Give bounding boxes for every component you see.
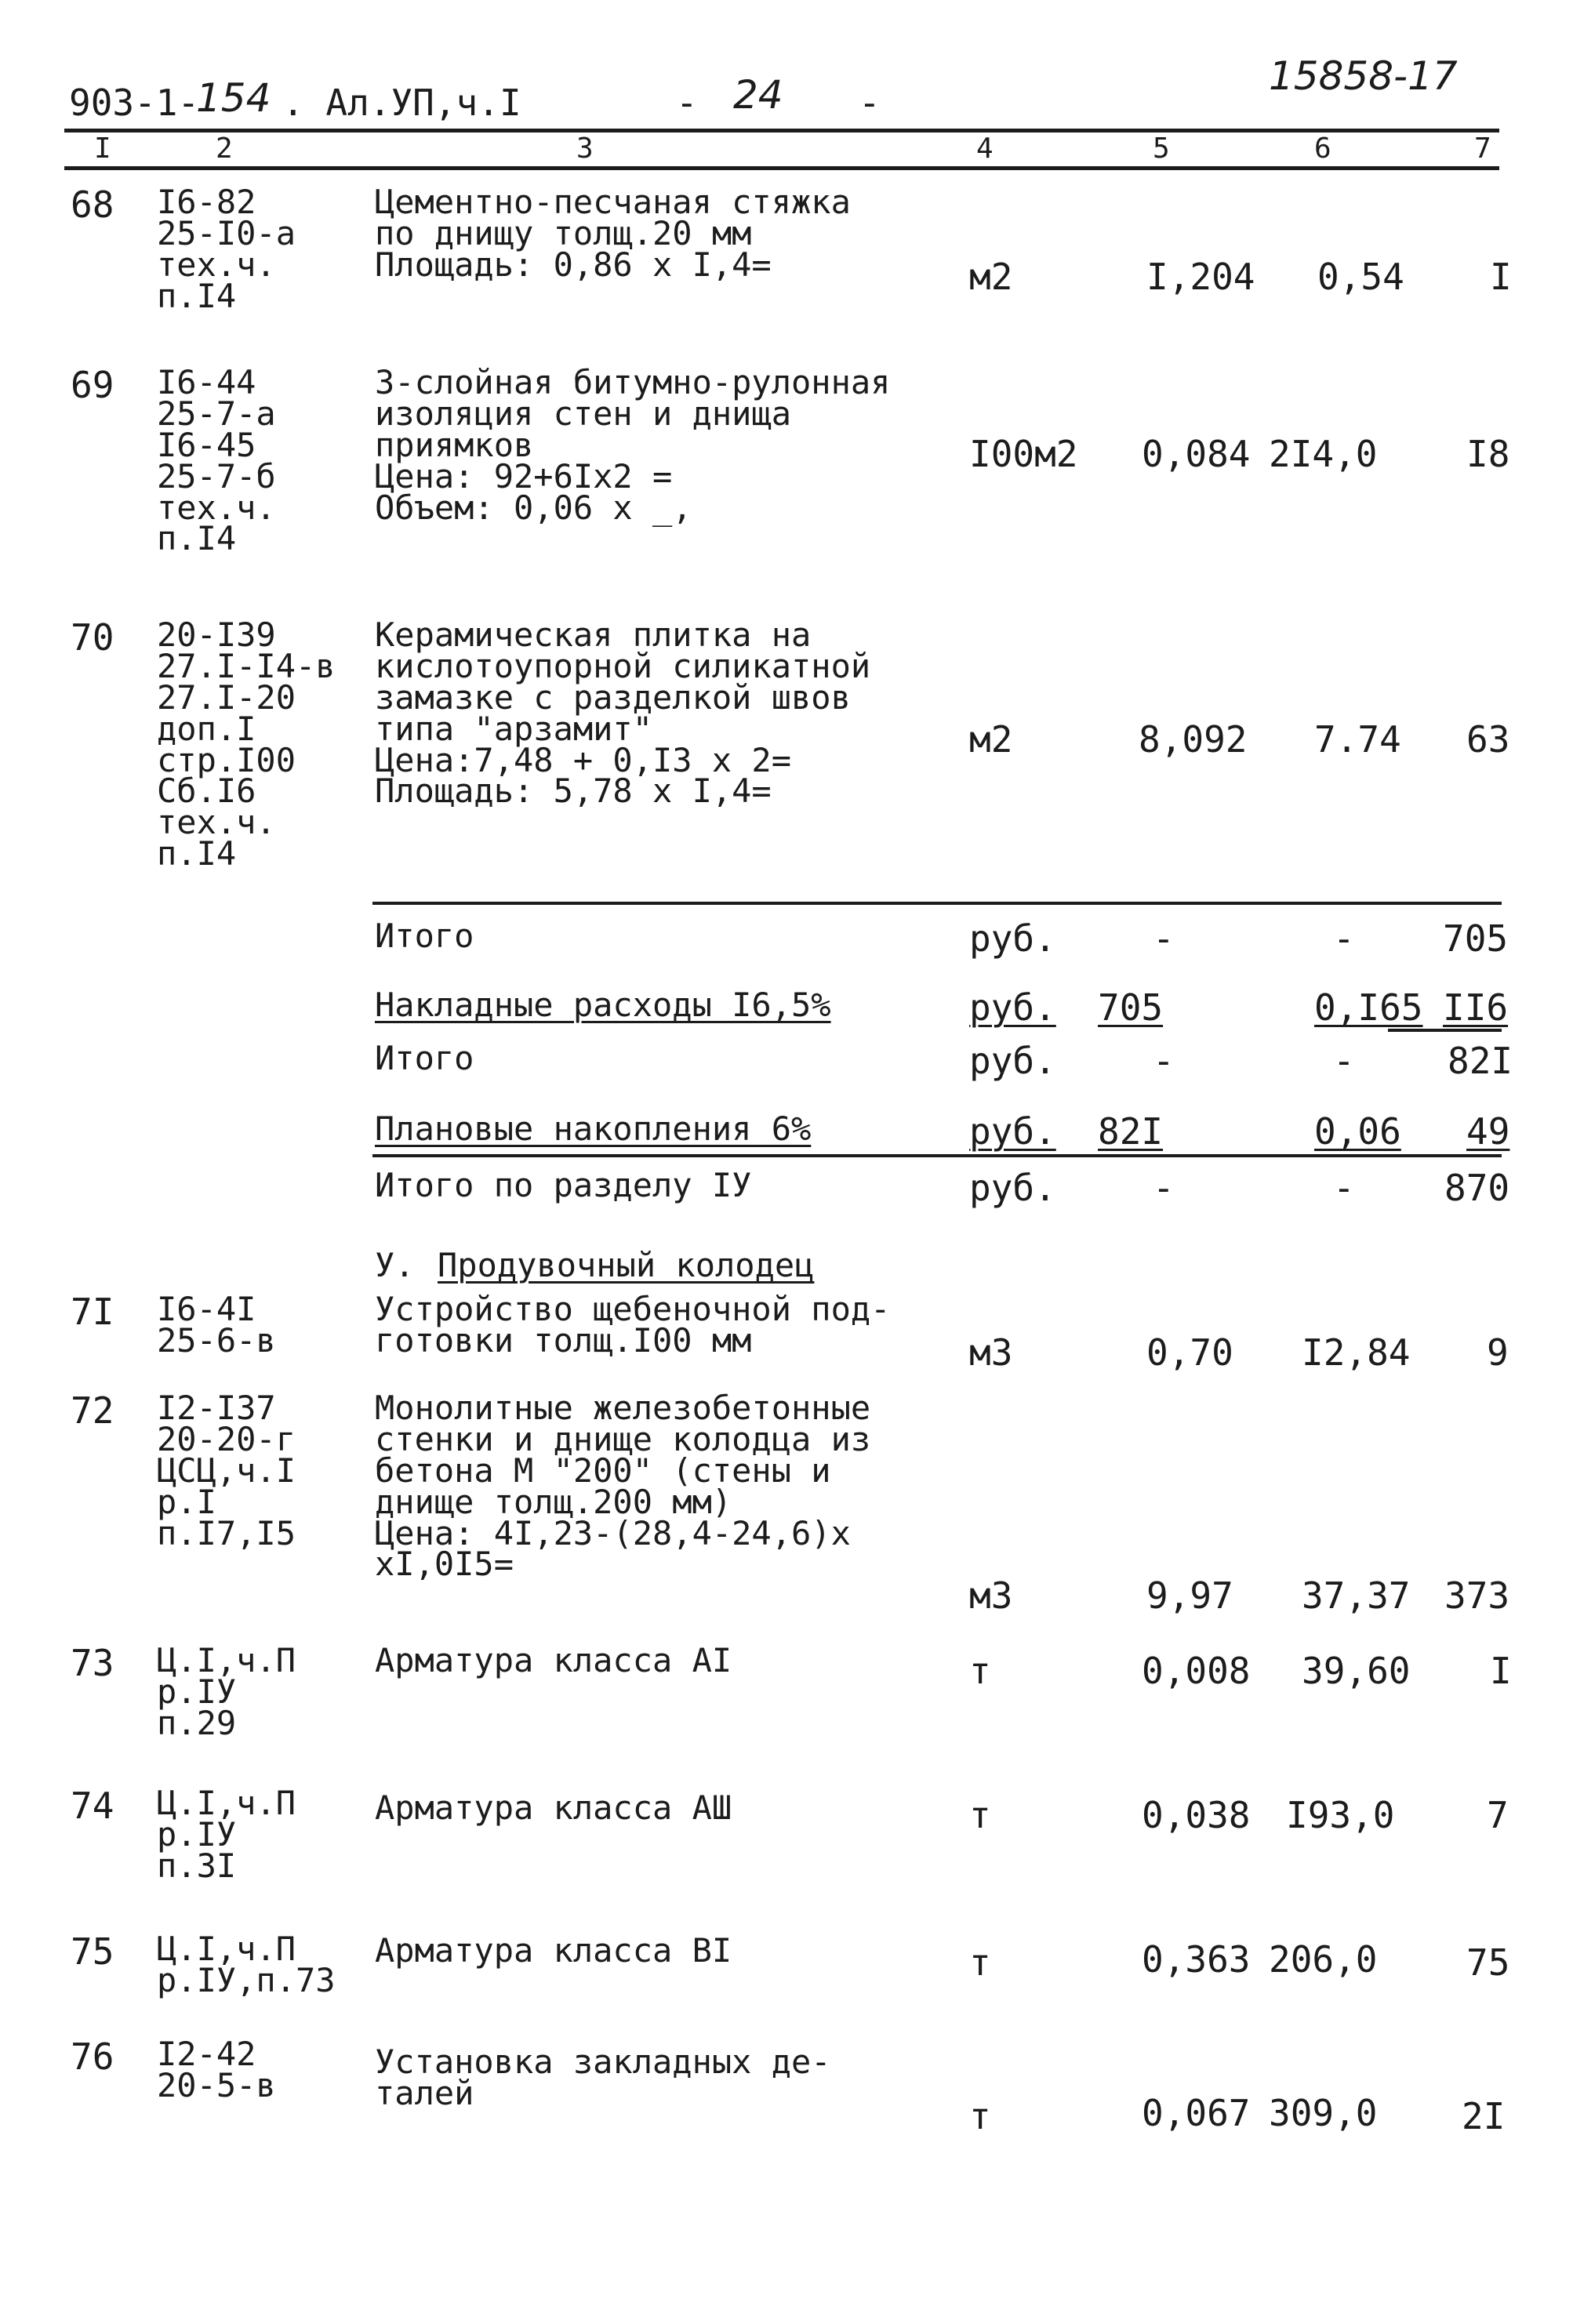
unit-price: 309,0 (1269, 2092, 1378, 2134)
summary-unit: руб. (969, 1167, 1056, 1209)
unit-price: 0,54 (1317, 256, 1404, 298)
quantity: 0,084 (1142, 433, 1251, 475)
row-number: 75 (71, 1930, 114, 1973)
column-header-4: 4 (976, 133, 994, 165)
summary-rule-top (372, 902, 1502, 905)
norm-code: Ц.I,ч.П р.IУ п.29 (157, 1641, 296, 1742)
summary-total: 705 (1443, 917, 1509, 960)
unit: т (969, 2095, 991, 2137)
summary-total: 49 (1466, 1110, 1510, 1153)
norm-code: I6-82 25-I0-а тех.ч. п.I4 (157, 183, 296, 315)
unit: м2 (969, 256, 1013, 298)
unit-price: 39,60 (1302, 1650, 1411, 1692)
summary-unit: руб. (969, 1110, 1056, 1153)
unit-price: 7.74 (1314, 718, 1401, 761)
column-header-7: 7 (1474, 133, 1491, 165)
row-number: 76 (71, 2035, 114, 2078)
norm-code: I6-44 25-7-а I6-45 25-7-б тех.ч. п.I4 (157, 363, 276, 558)
summary-price: - (1333, 917, 1355, 960)
summary-label: Итого по разделу IУ (375, 1166, 752, 1204)
summary-unit: руб. (969, 986, 1056, 1029)
summary-quantity: - (1153, 1167, 1175, 1209)
section-number: У. (375, 1246, 434, 1284)
row-total: 373 (1444, 1574, 1510, 1617)
work-description: Арматура класса ВI (375, 1931, 732, 1970)
header-rule-top (64, 129, 1499, 133)
summary-unit: руб. (969, 1040, 1056, 1082)
unit-price: 206,0 (1269, 1938, 1378, 1981)
row-number: 69 (71, 364, 114, 406)
summary-rule-mid (1388, 1029, 1502, 1032)
row-total: 75 (1466, 1941, 1510, 1984)
row-number: 73 (71, 1642, 114, 1684)
row-total: I (1490, 256, 1512, 298)
summary-price: - (1333, 1040, 1355, 1082)
summary-rule-lower (372, 1154, 1502, 1157)
norm-code: I6-4I 25-6-в (157, 1290, 276, 1360)
row-number: 72 (71, 1389, 114, 1432)
quantity: 0,067 (1142, 2092, 1251, 2134)
summary-total: II6 (1443, 986, 1509, 1029)
header-rule-bottom (64, 166, 1499, 170)
quantity: 9,97 (1146, 1574, 1233, 1617)
row-total: I (1490, 1650, 1512, 1692)
album-reference: . Ал.УП,ч.I (282, 82, 521, 124)
work-description: Установка закладных де- талей (375, 2043, 831, 2112)
summary-price: 0,I65 (1314, 986, 1423, 1029)
summary-price: 0,06 (1314, 1110, 1401, 1153)
unit: м3 (969, 1331, 1013, 1374)
norm-code: I2-42 20-5-в (157, 2035, 276, 2104)
row-total: 63 (1466, 718, 1510, 761)
quantity: 0,70 (1146, 1331, 1233, 1374)
column-header-1: I (94, 133, 111, 165)
row-total: I8 (1466, 433, 1510, 475)
column-header-2: 2 (216, 133, 233, 165)
quantity: 0,008 (1142, 1650, 1251, 1692)
norm-code: Ц.I,ч.П р.IУ п.3I (157, 1784, 296, 1885)
work-description: Арматура класса АI (375, 1641, 732, 1679)
page-dash-right: - (859, 82, 881, 124)
summary-label: Накладные расходы I6,5% (375, 986, 831, 1024)
quantity: I,204 (1146, 256, 1255, 298)
unit-price: 37,37 (1302, 1574, 1411, 1617)
row-number: 74 (71, 1785, 114, 1827)
summary-price: - (1333, 1167, 1355, 1209)
summary-label: Плановые накопления 6% (375, 1109, 812, 1148)
norm-code: 20-I39 27.I-I4-в 27.I-20 доп.I стр.I00 Сб.I6 тех.ч. п.I4 (157, 615, 336, 873)
unit-price: I2,84 (1302, 1331, 1411, 1374)
unit: м2 (969, 718, 1013, 761)
column-header-5: 5 (1153, 133, 1170, 165)
summary-quantity: - (1153, 1040, 1175, 1082)
summary-unit: руб. (969, 917, 1056, 960)
row-number: 68 (71, 183, 114, 226)
summary-quantity: - (1153, 917, 1175, 960)
page-dash-left: - (676, 82, 698, 124)
unit: т (969, 1941, 991, 1984)
summary-total: 870 (1444, 1167, 1510, 1209)
norm-code: Ц.I,ч.П р.IУ,п.73 (157, 1930, 336, 1999)
norm-code: I2-I37 20-20-г ЦСЦ,ч.I р.I п.I7,I5 (157, 1389, 296, 1552)
summary-quantity: 705 (1098, 986, 1164, 1029)
row-number: 7I (71, 1291, 114, 1333)
column-header-6: 6 (1314, 133, 1331, 165)
section-title: Продувочный колодец (438, 1246, 815, 1284)
summary-label: Итого (375, 1039, 474, 1077)
unit: м3 (969, 1574, 1013, 1617)
work-description: Керамическая плитка на кислотоупорной силикатной замазке с разделкой швов типа "арзамит" Цена:7,48 + 0,I3 х 2= Площадь: 5,78 х I,4= (375, 615, 871, 811)
unit: т (969, 1794, 991, 1836)
summary-quantity: 82I (1098, 1110, 1164, 1153)
archive-number: 15858-17 (1269, 53, 1458, 99)
summary-total: 82I (1448, 1040, 1513, 1082)
unit: т (969, 1650, 991, 1692)
page-number: 24 (733, 72, 783, 118)
work-description: Монолитные железобетонные стенки и днище колодца из бетона М "200" (стены и днище толщ.200 мм) Цена: 4I,23-(28,4-24,6)х хI,0I5= (375, 1389, 871, 1584)
unit-price: 2I4,0 (1269, 433, 1378, 475)
work-description: Устройство щебеночной под- готовки толщ.I00 мм (375, 1290, 891, 1360)
quantity: 8,092 (1139, 718, 1248, 761)
row-number: 70 (71, 616, 114, 659)
unit: I00м2 (969, 433, 1078, 475)
quantity: 0,038 (1142, 1794, 1251, 1836)
row-total: 7 (1487, 1794, 1509, 1836)
row-total: 2I (1462, 2095, 1506, 2137)
work-description: Цементно-песчаная стяжка по днищу толщ.20 мм Площадь: 0,86 х I,4= (375, 183, 851, 284)
unit-price: I93,0 (1286, 1794, 1395, 1836)
column-header-3: 3 (576, 133, 594, 165)
quantity: 0,363 (1142, 1938, 1251, 1981)
work-description: Арматура класса АШ (375, 1788, 732, 1827)
row-total: 9 (1487, 1331, 1509, 1374)
doc-code: 903-1- (69, 82, 200, 124)
work-description: 3-слойная битумно-рулонная изоляция стен и днища приямков Цена: 92+6Iх2 = Объем: 0,06 х _, (375, 363, 891, 527)
summary-label: Итого (375, 917, 474, 955)
doc-code-handwritten: 154 (196, 75, 271, 121)
